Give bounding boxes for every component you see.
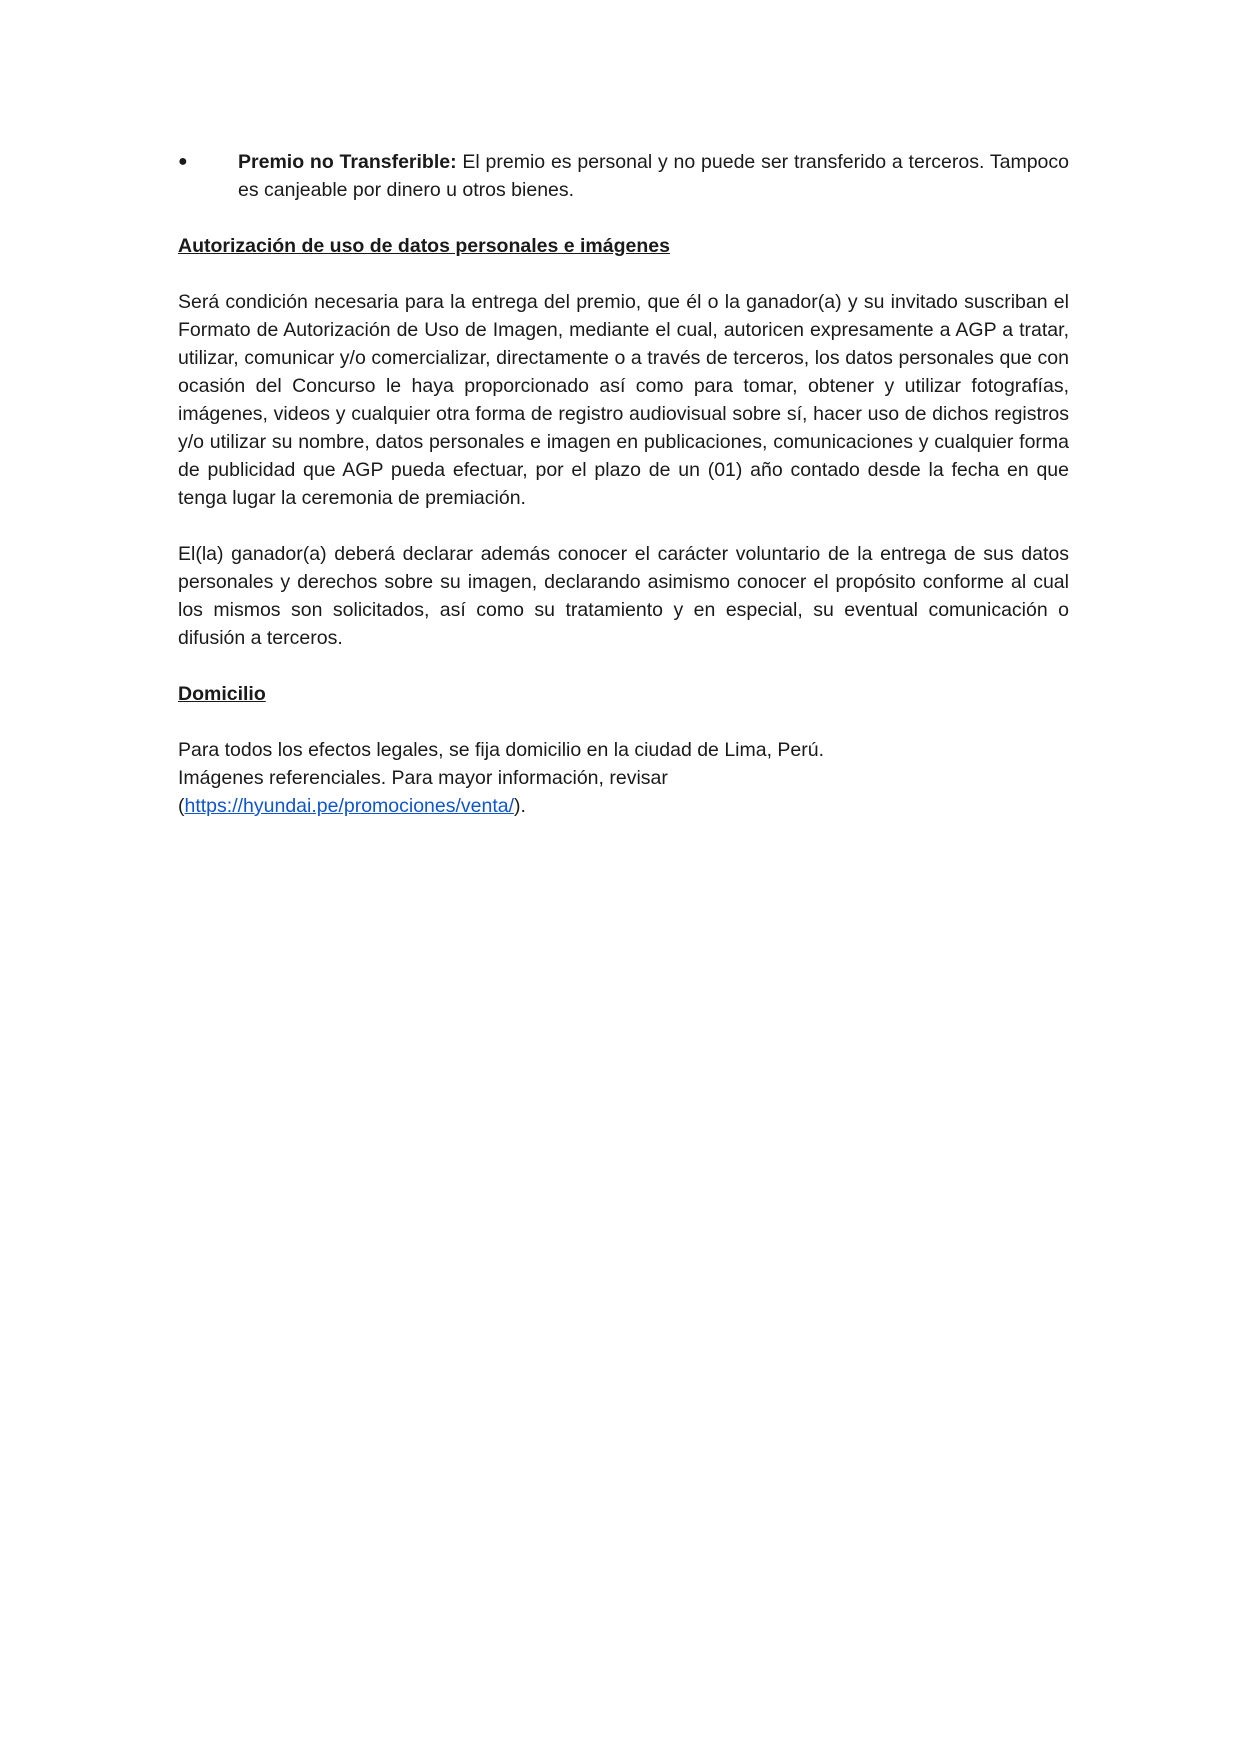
open-paren: ( <box>178 795 185 817</box>
paragraph-autorizacion: Será condición necesaria para la entrega del premio, que él o la ganador(a) y su invitado suscriban el Formato de Autorización de Uso de Imagen, mediante el cual, autoricen expresamente a AGP a tratar, utilizar, comunicar y/o comercializar, directamente o a través de terceros, los datos personales que con ocasión del Concurso le haya proporcionado así como para tomar, obtener y utilizar fotografías, imágenes, videos y cualquier otra forma de registro audiovisual sobre sí, hacer uso de dichos registros y/o utilizar su nombre, datos personales e imagen en publicaciones, comunicaciones y cualquier forma de publicidad que AGP pueda efectuar, por el plazo de un (01) año contado desde la fecha en que tenga lugar la ceremonia de premiación. <box>178 291 1069 509</box>
bullet-dot-icon: ● <box>178 153 188 170</box>
domicilio-text: Para todos los efectos legales, se fija domicilio en la ciudad de Lima, Perú. <box>178 739 825 761</box>
bullet-lead-text: Premio no Transferible: <box>238 151 457 173</box>
referencias-text: Imágenes referenciales. Para mayor información, revisar <box>178 767 668 789</box>
document-page <box>178 148 1069 820</box>
section-heading-domicilio: Domicilio <box>178 683 266 705</box>
section-heading-autorizacion: Autorización de uso de datos personales e imágenes <box>178 235 670 257</box>
bullet-item <box>178 148 1069 204</box>
promotions-link[interactable]: https://hyundai.pe/promociones/venta/ <box>184 795 515 817</box>
paragraph-ganador: El(la) ganador(a) deberá declarar además conocer el carácter voluntario de la entrega de sus datos personales y derechos sobre su imagen, declarando asimismo conocer el propósito conforme al cual los mismos son solicitados, así como su tratamiento y en especial, su eventual comunicación o difusión a terceros. <box>178 543 1069 649</box>
bullet-body-text: El premio es personal y no puede ser transferido a terceros. Tampoco es canjeable por dinero u otros bienes. <box>238 151 1069 201</box>
close-paren: ). <box>514 795 526 817</box>
link-line <box>178 792 1069 820</box>
